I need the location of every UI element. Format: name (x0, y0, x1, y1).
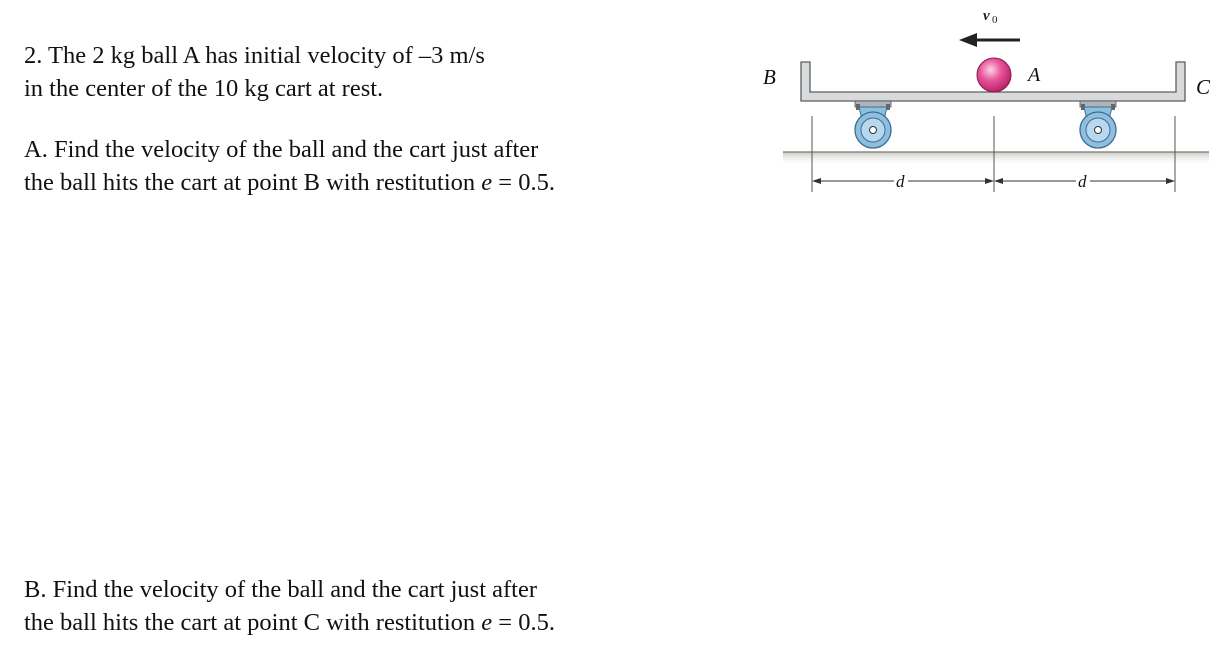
velocity-subscript: 0 (992, 14, 998, 26)
part-a-line-1: A. Find the velocity of the ball and the cart just after (24, 136, 539, 163)
dimension-label: d (1078, 172, 1087, 191)
restitution-value: = 0.5. (492, 169, 555, 196)
part-a-line-2 (24, 166, 555, 199)
velocity-label (983, 8, 998, 26)
dimension-d-left (812, 172, 994, 191)
intro-line-1: 2. The 2 kg ball A has initial velocity of –3 m/s (24, 42, 485, 69)
dimension-d-right (994, 172, 1175, 191)
ball-a (977, 58, 1011, 92)
point-b-label: B (763, 65, 776, 89)
part-b-line-1: B. Find the velocity of the ball and the cart just after (24, 576, 537, 603)
restitution-symbol: e (481, 169, 493, 196)
part-b-question (24, 573, 555, 639)
dimension-label: d (896, 172, 905, 191)
velocity-symbol: v (983, 8, 990, 24)
part-b-line-2-text: the ball hits the cart at point C with restitution (24, 609, 482, 636)
cart-ball-diagram (755, 0, 1228, 200)
ball-label: A (1028, 64, 1041, 86)
restitution-symbol: e (481, 609, 493, 636)
left-wheel (855, 101, 891, 148)
part-b-line-2 (24, 606, 555, 639)
right-wheel (1080, 101, 1116, 148)
ground-shading (783, 152, 1209, 166)
problem-intro (24, 39, 485, 105)
point-c-label: C (1196, 75, 1211, 99)
intro-line-2: in the center of the 10 kg cart at rest. (24, 75, 384, 102)
part-a-question (24, 133, 555, 199)
part-a-line-2-text: the ball hits the cart at point B with restitution (24, 169, 482, 196)
restitution-value: = 0.5. (492, 609, 555, 636)
velocity-arrow-icon (959, 33, 1020, 47)
